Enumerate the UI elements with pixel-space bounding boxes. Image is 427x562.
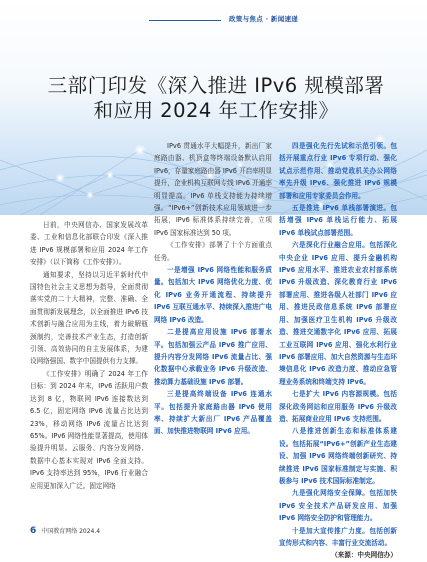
title-line-2: 和应用 2024 年工作安排》 [93, 99, 339, 122]
title-line-1: 三部门印发《深入推进 IPv6 规模部署 [47, 74, 385, 97]
magazine-name: 中国教育网络 2024.4 [41, 528, 101, 535]
body-column-1 [30, 219, 148, 492]
subheading-paragraph: 四是强化先行先试和示范引领。包括开展重点行业 IPv6 专项行动、强化试点示范作用、推动党政机关办公网络率先升级 IPv6、强化推进 IPv6 规模部署和应用专家委员会作用。 [279, 142, 397, 200]
paragraph: 《工作安排》明确了 2024 年工作目标：到 2024 年末，IPv6 活跃用户数达到 8 亿，物联网 IPv6 连接数达到 6.5 亿，固定网络 IPv6 流量占比达到 23%，移动网络 IPv6 流量占比达到 65%。IPv6 网络性能显著提高，使用体验提升明显。云服务、内容分发网络、数据中心基本实现对 IPv6 全面支持。IPv6 支持率达到 95%，IPv6 行业融合应用更加深入广泛。固定网络 [30, 369, 148, 490]
article-title [36, 73, 396, 123]
subheading-paragraph: 七是扩大 IPv6 内容源规模。包括深化政务网站和应用服务 IPv6 升级改造、拓展商业应用 IPv6 支持范围。 [279, 390, 397, 423]
body-column-3 [279, 140, 397, 562]
source-byline: （来源：中央网信办） [331, 551, 397, 560]
header-rule [149, 20, 221, 21]
subheading-paragraph: 三是提高终端设备 IPv6 连通水平。包括提升家庭路由器 IPv6 使用率、持续扩大新出厂 IPv6 产品覆盖面、加快推进物联网 IPv6 应用。 [154, 390, 272, 436]
subheading-paragraph: 十是加大宣传推广力度。包括创新宣传形式和内容、丰富行业交流活动。 [279, 526, 397, 547]
paragraph: IPv6 贯通水平大幅提升，新出厂家庭路由器、机顶盒等终端设备默认启用 IPv6，存量家庭路由器 IPv6 开启率明显提升，企业机构互联网专线 IPv6 开通率明显提高。IPv6 单栈支持能力持续增强。“IPv6+”创新技术应用领域进一步拓展，IPv6 标准体系持续完善，立项 IPv6 国家标准达到 50 项。 [154, 142, 272, 237]
subheading-paragraph: 五是推进 IPv6 单栈部署演进。包括增强 IPv6 单栈运行能力、拓展 IPv6 单栈试点部署范围。 [279, 204, 397, 237]
body-column-2 [154, 140, 272, 438]
section-header [149, 12, 399, 29]
subheading-paragraph: 六是深化行业融合应用。包括深化中央企业 IPv6 应用、提升金融机构 IPv6 应用水平、推进农业农村部系统 IPv6 升级改造、深化教育行业 IPv6 部署应用、推进各级人社部门 IPv6 应用、推进民政信息系统 IPv6 部署应用、加强医疗卫生机构 IPv6 升级改造、推进交通数字化 IPv6 应用、拓展工业互联网 IPv6 应用、强化水利行业 IPv6 部署应用、加大自然资源与生态环境信息化 IPv6 改造力度、推动应急管理业务系统和终端支持 IPv6。 [279, 241, 397, 386]
subheading-paragraph: 九是强化网络安全保障。包括加快 IPv6 安全技术产品研发应用、加强 IPv6 网络安全防护和管理能力。 [279, 489, 397, 523]
paragraph: 日前，中央网信办、国家发展改革委、工业和信息化部联合印发《深入推进 IPv6 规模部署和应用 2024 年工作安排》（以下简称《工作安排》）。 [30, 221, 148, 267]
subheading-paragraph: 一是增强 IPv6 网络性能和服务质量。包括加大 IPv6 网络优化力度、优化 IPv6 业务开通流程、持续提升 IPv6 互联互通水平、持续深入推进广电网络 IPv6 改造。 [154, 266, 272, 324]
page-number: 6 [30, 526, 37, 536]
paragraph: 《工作安排》部署了十个方面重点任务。 [154, 241, 272, 262]
page-footer [30, 526, 100, 536]
subheading-paragraph: 二是提高应用设施 IPv6 部署水平。包括加强云产品 IPv6 推广应用、提升内容分发网络 IPv6 流量占比、强化数据中心承载业务 IPv6 升级改造、推动算力基础设施 IPv6 部署。 [154, 328, 272, 386]
paragraph: 通知要求，坚持以习近平新时代中国特色社会主义思想为指导，全面贯彻落实党的二十大精神，完整、准确、全面贯彻新发展理念，以全面推进 IPv6 技术创新与融合应用为主线，着力破解瓶颈制约，完善技术产业生态，打造创新引领、高效协同的自主发展体系，为建设网络强国、数字中国提供有力支撑。 [30, 270, 148, 366]
section-label: 政策与焦点 · 新闻速递 [229, 15, 299, 23]
subheading-paragraph: 八是推进创新生态和标准体系建设。包括拓展“IPv6+”创新产业生态建设、加强 IPv6 网络终端创新研究、持续推进 IPv6 国家标准制定与实施、积极参与 IPv6 技术国际标准制定。 [279, 427, 397, 485]
